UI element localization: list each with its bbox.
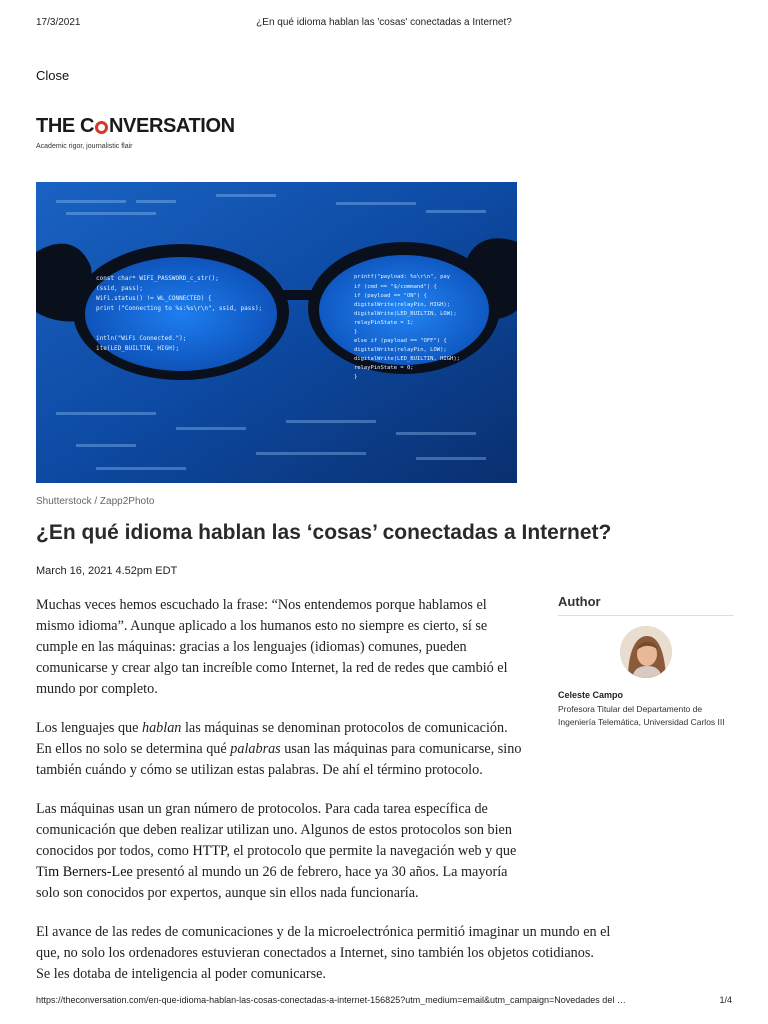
- article-headline: ¿En qué idioma hablan las ‘cosas’ conectadas a Internet?: [36, 521, 612, 544]
- code-line: printf("payload: %s\r\n", pay: [354, 274, 451, 280]
- tim-berners-lee-link[interactable]: Tim Berners-Lee: [36, 864, 133, 880]
- hero-image: [36, 182, 517, 483]
- paragraph: El avance de las redes de comunicaciones y de la microelectrónica permitió imaginar un mundo en el que, no solo los ordenadores estuvieran conectados a Internet, sino también los objetos cotidianos. Se les dotaba de inteligencia al poder comunicarse.: [36, 924, 611, 982]
- code-line: (ssid, pass);: [96, 285, 143, 292]
- code-line: }: [354, 329, 358, 335]
- code-line: digitalWrite(LED_BUILTIN, LOW);: [354, 311, 457, 317]
- code-line: }: [354, 374, 358, 380]
- print-date: 17/3/2021: [36, 17, 81, 28]
- paragraph: [36, 799, 522, 904]
- code-line: digitalWrite(relayPin, LOW);: [354, 347, 447, 353]
- code-line: digitalWrite(relayPin, HIGH);: [354, 302, 451, 308]
- logo-text-end: NVERSATION: [109, 114, 235, 137]
- print-url: https://theconversation.com/en-que-idioma-hablan-las-cosas-conectadas-a-internet-156825?utm_medium=email&utm_campaign=Novedades del …: [36, 995, 626, 1005]
- code-line: print ("Connecting to %s:%s\r\n", ssid, pass);: [96, 305, 263, 312]
- logo-o-mark-icon: [95, 121, 108, 134]
- code-line: relayPinState = 1;: [354, 320, 414, 326]
- text-run: presentó al mundo un 26 de febrero, hace ya 30 años. La mayoría solo son conocidos por expertos, aunque sin ellos nada funcionaría.: [36, 864, 508, 901]
- code-line: if (cmd == "$/command") {: [354, 284, 437, 290]
- paragraph: Muchas veces hemos escuchado la frase: “Nos entendemos porque hablamos el mismo idioma”. Aunque aplicado a los humanos esto no siempre es cierto, sí se cumple en las máquinas: gracias a los lenguajes (idiomas) comunes, pueden comunicarse y crear algo tan increíble como Internet, la red de redes que cambió el mundo por completo.: [36, 597, 508, 697]
- code-line: if (payload == "ON") {: [354, 293, 427, 299]
- print-title: ¿En qué idioma hablan las 'cosas' conectadas a Internet?: [256, 17, 512, 28]
- code-line: intln("WiFi Connected.");: [96, 335, 187, 342]
- publication-date: March 16, 2021 4.52pm EDT: [36, 565, 178, 577]
- print-footer: [36, 995, 732, 1007]
- print-header: [36, 17, 732, 31]
- code-line: else if (payload == "OFF") {: [354, 338, 447, 344]
- the-conversation-logo[interactable]: [36, 114, 235, 138]
- hero-illustration: [36, 182, 517, 483]
- close-link[interactable]: Close: [36, 68, 70, 83]
- paragraph: [36, 718, 522, 781]
- code-line: const char* WIFI_PASSWORD_c_str();: [96, 275, 219, 282]
- tagline: Academic rigor, journalistic flair: [36, 143, 133, 150]
- author-heading: Author: [558, 594, 734, 616]
- author-role: Profesora Titular del Departamento de Ingeniería Telemática, Universidad Carlos III: [558, 704, 725, 727]
- emphasis: palabras: [230, 741, 281, 757]
- page-number: 1/4: [719, 995, 732, 1005]
- avatar-portrait-icon: [620, 626, 672, 678]
- image-credit: Shutterstock / Zapp2Photo: [36, 496, 155, 507]
- text-run: , el protocolo que permite la navegación web y que: [226, 843, 517, 859]
- text-run: Los lenguajes que: [36, 720, 142, 736]
- author-avatar[interactable]: [620, 626, 672, 678]
- code-line: WiFi.status() != WL_CONNECTED) {: [96, 295, 212, 302]
- text-run: las máquinas se denominan protocolos de comunicación. En ellos no solo se determina qué: [36, 720, 508, 757]
- logo-text-start: THE C: [36, 114, 95, 137]
- http-link[interactable]: HTTP: [192, 843, 227, 859]
- code-line: digitalWrite(LED_BUILTIN, HIGH);: [354, 356, 460, 362]
- author-sidebar: [558, 594, 734, 729]
- text-run: Las máquinas usan un gran número de protocolos. Para cada tarea específica de comunicación que deben realizar utilizan uno. Algunos de estos protocolos son bien conocidos por todos, como: [36, 801, 512, 859]
- text-run: usan las máquinas para comunicarse, sino también cuándo y cómo se utilizan estas palabras. De ahí el término protocolo.: [36, 741, 522, 778]
- code-line: relayPinState = 0;: [354, 365, 414, 371]
- emphasis: hablan: [141, 720, 182, 736]
- author-name[interactable]: Celeste Campo: [558, 690, 624, 700]
- code-line: ite(LED_BUILTIN, HIGH);: [96, 345, 180, 352]
